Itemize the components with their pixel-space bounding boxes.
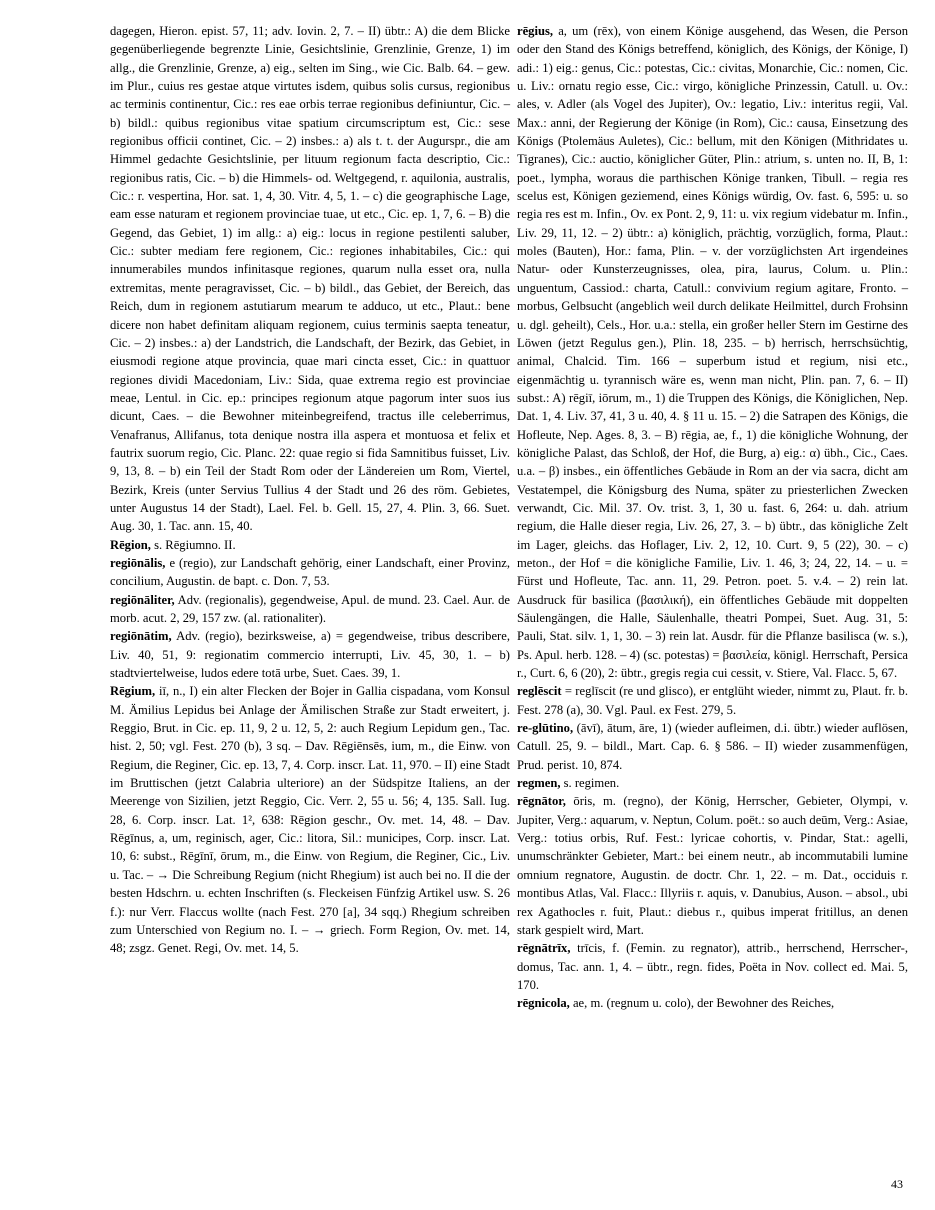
entry-text: s. regimen. <box>563 776 620 791</box>
entry-lemma: rēgnātrīx, <box>517 941 571 956</box>
entry-lemma: regiōnālis, <box>110 555 166 570</box>
dictionary-entry <box>110 591 510 628</box>
entry-text: = reglīscit (re und glisco), er entglüht wieder, nimmt zu, Plaut. fr. b. Fest. 278 (a), 30. Vgl. Paul. ex Fest. 279, 5. <box>517 684 909 717</box>
entry-lemma: rēgius, <box>517 24 554 38</box>
dictionary-entry <box>110 554 510 591</box>
entry-lemma: rēgnicola, <box>517 996 570 1011</box>
dictionary-entry <box>517 22 908 682</box>
dictionary-entry <box>110 682 510 957</box>
right-column <box>517 22 908 1013</box>
entry-text: dagegen, Hieron. epist. 57, 11; adv. Iovin. 2, 7. – II) übtr.: A) die dem Blicke gegenüberliegende begrenzte Linie, Gesichtslinie, Grenzlinie, Grenze, 1) im allg., die Grenzlinie, Grenze, a) eig., selten im Sing., wie Cic. Balb. 64. – gew. im Plur., cuius res gestae atque virtutes isdem, quibus solis cursus, regionibus ac terminis continentur, Cic.: res eae orbis terrae regionibus definiuntur, Cic. – b) bildl.: quibus regionibus vitae spatium circumscriptum est, Cic.: sese regionibus officii continet, Cic. – 2) insbes.: a) als t. t. der Augurspr., die am Himmel gedachte Gesichtslinie, per lituum regionum facta descriptio, Cic.: regionibus ratis, Cic. – b) die Himmels- od. Weltgegend, r. aquilonia, australis, Cic.: r. vespertina, Hor. sat. 1, 4, 30. Vitr. 4, 5, 1. – c) die geographische Lage, eam esse naturam et regionem provinciae tuae, ut etc., Cic. ep. 1, 7, 6. – B) die Gegend, das Gebiet, 1) im allg.: a) eig.: locus in regione pestilenti saluber, Cic.: subter mediam fere regionem, Cic.: regiones inhabitabiles, Cic.: qui innumerabiles mundos infinitasque regiones, quarum nulla esset ora, nulla extremitas, mente peragravisset, Cic. – b) bildl., das Gebiet, der Bereich, das Reich, dum in regionem astutiarum mearum te adduco, ut etc., Plaut.: bene dicere non habet definitam aliquam regionem, cuius terminis saepta teneatur, Cic. – 2) insbes.: a) der Landstrich, die Landschaft, der Bezirk, das Gebiet, in eiusmodi regione atque provincia, quae mari cincta esset, Cic.: in quattuor regiones dividi Macedoniam, Liv.: Sida, quae extrema regio est provinciae meae, Lentul. in Cic. ep.: principes regionum atque pagorum inter suos ius dicunt, Caes. – die Bewohner miteinbegreifend, tractus ille celeberrimus, Venafranus, Allifanus, tota denique nostra illa aspera et montuosa et felix et fautrix suorum regio, Cic. Planc. 22: quae regio si fida Samnitibus fuisset, Liv. 9, 13, 8. – b) ein Teil der Stadt Rom oder der Ländereien um Rom, Viertel, Bezirk, Kreis (unter Servius Tullius 4 der Stadt und 26 des röm. Gebietes, unter Augustus 14 der Stadt), Lael. Fel. b. Gell. 15, 27, 4. Plin. 3, 66. Suet. Aug. 30, 1. Tac. ann. 15, 40. <box>110 24 510 534</box>
entry-text: Adv. (regio), bezirksweise, a) = gegendweise, tribus describere, Liv. 40, 51, 9: regionatim commercio interrupti, Liv. 45, 30, 1. – b) stadtviertelweise, ludos edere totā urbe, Suet. Caes. 39, 1. <box>110 629 510 681</box>
entry-lemma: regiōnātim, <box>110 629 172 644</box>
entry-text: s. Rēgiumno. II. <box>154 537 236 552</box>
dictionary-entry <box>517 994 908 1012</box>
dictionary-entry <box>517 682 908 719</box>
dictionary-entry <box>110 536 510 554</box>
entry-lemma: re-glūtino, <box>517 721 574 736</box>
entry-lemma: regiōnāliter, <box>110 592 175 607</box>
entry-lemma: reglēscit <box>517 684 562 699</box>
page-number: 43 <box>891 1177 903 1191</box>
entry-lemma: Rēgion, <box>110 537 151 552</box>
dictionary-entry <box>517 774 908 792</box>
entry-text: iī, n., I) ein alter Flecken der Bojer in Gallia cispadana, vom Konsul M. Ämilius Lepidus bei Anlage der Ämilischen Straße zur Stadt erweitert, j. Reggio, Brut. in Cic. ep. 11, 9, 2 u. 12, 5, 2: auch Regium Lepidum gen., Tac. hist. 2, 50; vgl. Fest. 270 (b), 3 sq. – Dav. Rēgiēnsēs, ium, m., die Einw. von Regium, die Reginer, Cic. ep. 13, 7, 4. Corp. inscr. Lat. 11, 970. – II) eine Stadt im Bruttischen (jetzt Calabria ulteriore) an der Südspitze Italiens, an der Meerenge von Sizilien, jetzt Reggio, Cic. Verr. 2, 55 u. 56; 4, 135. Sall. Iug. 28, 6. Corp. inscr. Lat. 1², 638: Rēgion geschr., Ov. met. 14, 48. – Dav. Rēgīnus, a, um, reginisch, ager, Cic.: litora, Sil.: municipes, Corp. inscr. Lat. 10, 6: subst., Rēgīnī, ōrum, m., die Einw. von Regium, die Reginer, Cic., Liv. u. Tac. – → Die Schreibung Regium (nicht Rhegium) ist auch bei no. II die der besten Hdschrn. u. echten Inschriften (s. Fleckeisen Fünfzig Artikel usw. S. 26 f.): nur Verr. Flaccus wollte (nach Fest. 270 [a], 34 sqq.) Rhegium schreiben zum Unterschied von Regium no. I. – → griech. Form Region, Ov. met. 14, 48; zsgz. Genet. Regi, Ov. met. 14, 5. <box>110 684 510 956</box>
dictionary-entry <box>517 939 908 994</box>
entry-text: trīcis, f. (Femin. zu regnator), attrib., herrschend, Herrscher-, domus, Tac. ann. 1, 4. – übtr., regn. fides, Poëta in Nov. collect ed. Mai. 5, 170. <box>517 941 908 992</box>
dictionary-entry <box>110 627 510 682</box>
entry-lemma: rēgnātor, <box>517 794 566 809</box>
entry-text: ōris, m. (regno), der König, Herrscher, Gebieter, Olympi, v. Jupiter, Verg.: aquarum, v. Neptun, Colum. poët.: so auch deūm, Verg.: Asiae, Verg.: totius orbis, Ruf. Fest.: lyricae cohortis, v. Pindar, Stat.: agelli, unumschränkter Gebieter, Mart.: bei einem neutr., ab incommutabili lumine omnium regnatore, Augustin. de doctr. Chr. 1, 22. – m. Dat., occiduis r. montibus Atlas, Val. Flacc.: Illyriis r. aquis, v. Danubius, Auson. – absol., ubi rex Agathocles r. fuit, Plaut.: diebus r., quibus imperat fritillus, an denen stark gespielt wird, Mart. <box>517 794 908 937</box>
dictionary-entry <box>517 792 908 939</box>
entry-text: (āvī), ātum, āre, 1) (wieder aufleimen, d.i. übtr.) wieder auflösen, Catull. 25, 9. – bildl., Mart. Cap. 6. § 586. – II) wieder zusammenfügen, Prud. perist. 10, 874. <box>517 721 908 772</box>
entry-text: a, um (rēx), von einem Könige ausgehend, das Wesen, die Person oder den Stand des Königs betreffend, königlich, des Königs, der Könige, I) adi.: 1) eig.: genus, Cic.: potestas, Cic.: civitas, Monarchie, Cic.: nomen, Cic. u. Liv.: ornatu regio esse, Cic.: virgo, königliche Prinzessin, Catull. u. Ov.: ales, v. Adler (als Vogel des Jupiter), Ov.: legatio, Liv.: interitus regii, Val. Max.: anni, der Regierung der Könige (in Rom), Cic.: causa, Einsetzung des Königs (Ptolemäus Auletes), Cic.: bellum, mit den Königen (Mithridates u. Tigranes), Cic.: auctio, königlicher Güter, Plin.: atrium, s. unten no. II, B, 1: poet., lympha, woraus die parthischen Könige tranken, Tibull. – regia res scelus est, Königen geziemend, eines Königs würdig, Ov. fast. 6, 595: u. so regia res est m. Infin., Ov. ex Pont. 2, 9, 11: u. vix regium videbatur m. Infin., Liv. 29, 11, 12. – 2) übtr.: a) königlich, prächtig, vorzüglich, forma, Plaut.: moles (Bauten), Hor.: fama, Plin. – v. der vorzüglichsten Art irgendeines Natur- oder Kunsterzeugnisses, olea, pira, laurus, Colum. u. Plin.: unguentum, Cassiod.: charta, Catull.: convivium regium agitare, Fronto. – morbus, Gelbsucht (angeblich weil durch delikate Heilmittel, durch Frohsinn u. dgl. geheilt), Cels., Hor. u.a.: stella, ein großer heller Stern im Gestirne des Löwen (jetzt Regulus gen.), Plin. 18, 235. – b) herrisch, herrschsüchtig, animal, Chalcid. Tim. 166 – superbum istud et regium, nisi etc., eigenmächtig u. tyrannisch wäre es, wenn man nicht, Plin. pan. 7, 6. – II) subst.: A) rēgiī, iōrum, m., 1) die Truppen des Königs, die Königlichen, Nep. Dat. 1, 4. Liv. 37, 41, 3 u. 40, 4. § 11 u. 15. – 2) die Satrapen des Königs, die Hofleute, Nep. Ages. 8, 3. – B) rēgia, ae, f., 1) die königliche Wohnung, der königliche Palast, das Schloß, der Hof, die Burg, a) eig.: α) übh., Cic., Caes. u.a. – β) insbes., ein öffentliches Gebäude in Rom an der via sacra, dicht am Vestatempel, die Königsburg des Numa, später zu priesterlichen Zwecken verwandt, Cic. Mil. 37. Ov. trist. 3, 1, 30 u. fast. 6, 264: u. dah. atrium regium, die Halle dieser regia, Liv. 26, 27, 3. – b) übtr., das königliche Zelt im Lager, gleichs. das Hoflager, Liv. 2, 12, 10. Curt. 9, 5 (22), 30. – c) meton., der Hof = die königliche Familie, Liv. 1. 46, 3; 24, 22, 14. – u. = Fürst und Hofleute, Tac. ann. 11, 29. Petron. poet. 5. v.4. – 2) rein lat. Ausdruck für basilica (βασιλική), ein öffentliches Gebäude mit doppelten Säulengängen, die Halle, Säulenhalle, theatri Pompei, Suet. Aug. 31, 5: Pauli, Stat. silv. 1, 1, 30. – 3) rein lat. Ausdr. für die Pflanze basilisca (w. s.), Ps. Apul. herb. 128. – 4) (sc. potestas) = βασιλεία, königl. Herrschaft, Persica r., Curt. 6, 6 (20), 2: übtr., gregis regia cui cessit, v. Stiere, Val. Flacc. 5, 67. <box>517 24 908 681</box>
entry-text: ae, m. (regnum u. colo), der Bewohner des Reiches, <box>572 996 835 1011</box>
left-column <box>110 22 510 958</box>
dictionary-entry <box>110 22 510 536</box>
entry-text: Adv. (regionalis), gegendweise, Apul. de mund. 23. Cael. Aur. de morb. acut. 2, 29, 157 zw. (al. rationaliter). <box>110 592 510 625</box>
dictionary-entry <box>517 719 908 774</box>
entry-lemma: regmen, <box>517 776 561 791</box>
entry-text: e (regio), zur Landschaft gehörig, einer Landschaft, einer Provinz, concilium, Augustin. de bapt. c. Don. 7, 53. <box>110 555 511 589</box>
entry-lemma: Rēgium, <box>110 684 156 699</box>
